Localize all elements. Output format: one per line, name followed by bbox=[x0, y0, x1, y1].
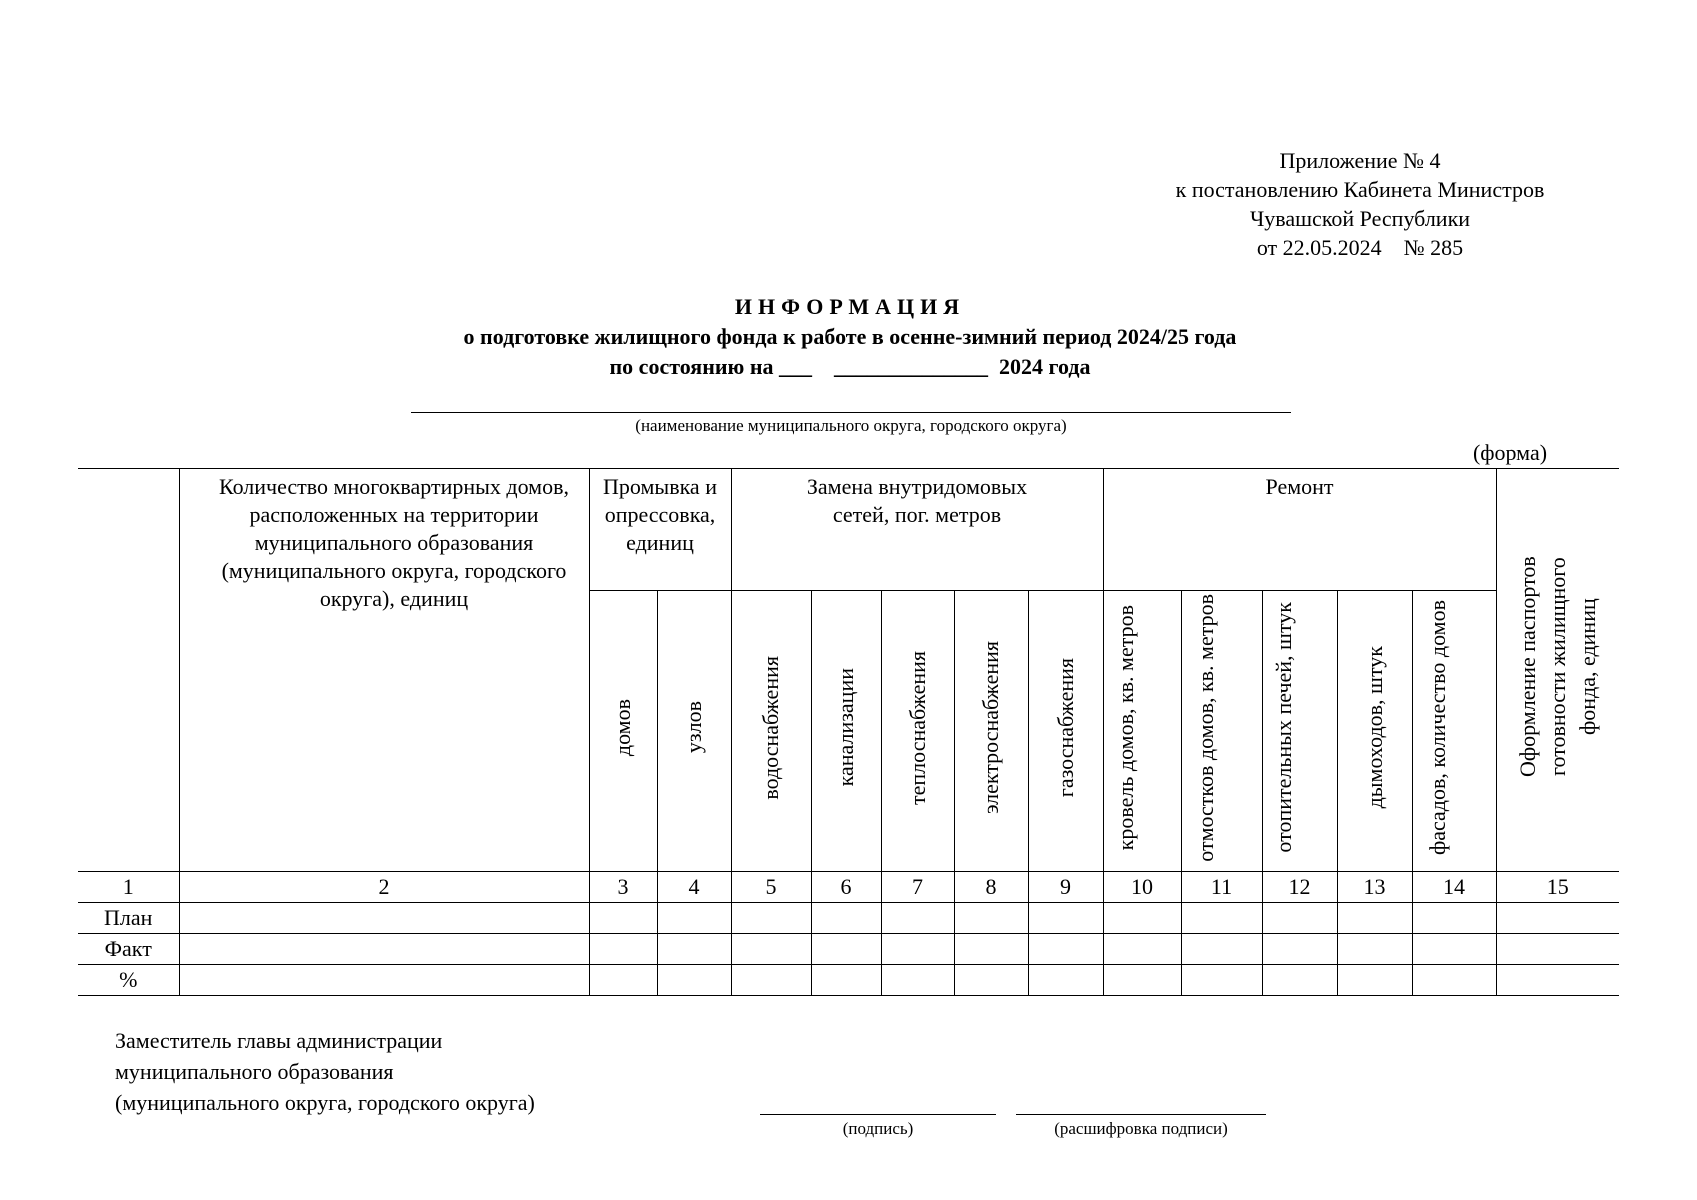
data-cell[interactable] bbox=[1337, 934, 1412, 965]
header-chimneys bbox=[1337, 591, 1412, 872]
data-cell[interactable] bbox=[1181, 934, 1262, 965]
header-apartment-buildings: Количество многоквартирных домов, расположенных на территории муниципального образования (муниципального округа, городского округа), единиц bbox=[179, 469, 589, 872]
header-houses-text: домов bbox=[610, 698, 635, 757]
data-cell[interactable] bbox=[1412, 934, 1496, 965]
data-cell[interactable] bbox=[954, 965, 1028, 996]
data-cell[interactable] bbox=[811, 903, 881, 934]
header-facades bbox=[1412, 591, 1496, 872]
header-passports bbox=[1496, 469, 1619, 872]
column-number: 15 bbox=[1496, 872, 1619, 903]
data-cell[interactable] bbox=[1181, 965, 1262, 996]
column-number: 6 bbox=[811, 872, 881, 903]
header-sewer-text: канализации bbox=[833, 668, 858, 787]
data-cell[interactable] bbox=[657, 903, 731, 934]
signer-line-3: (муниципального округа, городского округа) bbox=[115, 1090, 535, 1115]
column-number: 11 bbox=[1181, 872, 1262, 903]
title-heading: ИНФОРМАЦИЯ bbox=[734, 294, 966, 319]
header-nodes bbox=[657, 591, 731, 872]
row-label-fact: Факт bbox=[78, 934, 179, 965]
header-stoves bbox=[1262, 591, 1337, 872]
signature-decode-line[interactable] bbox=[1016, 1114, 1266, 1115]
column-number: 12 bbox=[1262, 872, 1337, 903]
header-stoves-text: отопительных печей, штук bbox=[1270, 602, 1296, 853]
column-number: 14 bbox=[1412, 872, 1496, 903]
data-cell[interactable] bbox=[179, 934, 589, 965]
data-cell[interactable] bbox=[1262, 934, 1337, 965]
signer-line-2: муниципального образования bbox=[115, 1059, 394, 1084]
header-flushing: Промывка и опрессовка, единиц bbox=[589, 469, 731, 591]
data-cell[interactable] bbox=[589, 903, 657, 934]
data-cell[interactable] bbox=[1103, 965, 1181, 996]
header-blind-areas-text: отмостков домов, кв. метров bbox=[1192, 593, 1218, 862]
signer-position bbox=[115, 1025, 535, 1118]
data-cell[interactable] bbox=[657, 965, 731, 996]
header-blind-areas bbox=[1181, 591, 1262, 872]
municipality-caption: (наименование муниципального округа, городского округа) bbox=[635, 416, 1067, 435]
column-number: 8 bbox=[954, 872, 1028, 903]
data-cell[interactable] bbox=[1028, 965, 1103, 996]
column-number: 5 bbox=[731, 872, 811, 903]
column-number: 3 bbox=[589, 872, 657, 903]
data-cell[interactable] bbox=[179, 903, 589, 934]
appendix-republic: Чувашской Республики bbox=[1249, 206, 1471, 231]
title-date-line: по состоянию на ___ ______________ 2024 года bbox=[609, 354, 1091, 379]
report-table bbox=[78, 468, 1619, 996]
row-label-plan: План bbox=[78, 903, 179, 934]
data-cell[interactable] bbox=[1028, 903, 1103, 934]
column-number: 9 bbox=[1028, 872, 1103, 903]
data-cell[interactable] bbox=[1496, 965, 1619, 996]
header-empty-cell bbox=[78, 469, 179, 872]
header-heat-text: теплоснабжения bbox=[904, 650, 930, 805]
data-cell[interactable] bbox=[954, 934, 1028, 965]
header-water-text: водоснабжения bbox=[758, 655, 783, 800]
column-numbers-row bbox=[78, 872, 1619, 903]
data-cell[interactable] bbox=[1103, 934, 1181, 965]
appendix-reference bbox=[1100, 146, 1620, 262]
data-cell[interactable] bbox=[731, 934, 811, 965]
signature-caption: (подпись) bbox=[842, 1119, 914, 1138]
header-gas-text: газоснабжения bbox=[1052, 657, 1078, 798]
signature-decode-caption: (расшифровка подписи) bbox=[1054, 1119, 1228, 1138]
appendix-decree: к постановлению Кабинета Министров bbox=[1175, 177, 1545, 202]
header-repair: Ремонт bbox=[1103, 469, 1496, 591]
column-number: 1 bbox=[78, 872, 179, 903]
data-cell[interactable] bbox=[811, 965, 881, 996]
header-roofs-text: кровель домов, кв. метров bbox=[1113, 604, 1138, 851]
data-cell[interactable] bbox=[881, 934, 954, 965]
data-cell[interactable] bbox=[589, 965, 657, 996]
data-cell[interactable] bbox=[881, 965, 954, 996]
header-nodes-text: узлов bbox=[681, 701, 706, 754]
header-sewer bbox=[811, 591, 881, 872]
header-facades-text: фасадов, количество домов bbox=[1425, 599, 1451, 855]
municipality-name-line bbox=[411, 412, 1291, 413]
data-cell[interactable] bbox=[179, 965, 589, 996]
header-gas bbox=[1028, 591, 1103, 872]
appendix-date: от 22.05.2024 № 285 bbox=[1256, 235, 1464, 260]
data-cell[interactable] bbox=[1412, 903, 1496, 934]
appendix-number: Приложение № 4 bbox=[1279, 148, 1441, 173]
data-cell[interactable] bbox=[731, 965, 811, 996]
header-heat bbox=[881, 591, 954, 872]
data-cell[interactable] bbox=[1496, 934, 1619, 965]
data-cell[interactable] bbox=[657, 934, 731, 965]
header-roofs bbox=[1103, 591, 1181, 872]
data-cell[interactable] bbox=[589, 934, 657, 965]
header-passports-text: Оформление паспортов готовности жилищного фонда, единиц bbox=[1514, 556, 1600, 777]
column-number: 7 bbox=[881, 872, 954, 903]
row-label-percent: % bbox=[78, 965, 179, 996]
data-cell[interactable] bbox=[1181, 903, 1262, 934]
title-subtitle: о подготовке жилищного фонда к работе в осенне-зимний период 2024/25 года bbox=[463, 324, 1237, 349]
data-cell[interactable] bbox=[954, 903, 1028, 934]
column-number: 10 bbox=[1103, 872, 1181, 903]
column-number: 2 bbox=[179, 872, 589, 903]
column-number: 4 bbox=[657, 872, 731, 903]
header-water bbox=[731, 591, 811, 872]
signature-line[interactable] bbox=[760, 1114, 996, 1115]
data-cell[interactable] bbox=[1262, 903, 1337, 934]
header-power-text: электроснабжения bbox=[978, 641, 1003, 814]
data-cell[interactable] bbox=[731, 903, 811, 934]
header-power bbox=[954, 591, 1028, 872]
data-cell[interactable] bbox=[881, 903, 954, 934]
header-houses bbox=[589, 591, 657, 872]
data-cell[interactable] bbox=[1103, 903, 1181, 934]
table-row-fact bbox=[78, 934, 1619, 965]
data-cell[interactable] bbox=[1028, 934, 1103, 965]
data-cell[interactable] bbox=[1337, 965, 1412, 996]
table-row-plan bbox=[78, 903, 1619, 934]
form-label: (форма) bbox=[1472, 440, 1548, 465]
data-cell[interactable] bbox=[811, 934, 881, 965]
data-cell[interactable] bbox=[1337, 903, 1412, 934]
data-cell[interactable] bbox=[1412, 965, 1496, 996]
document-title bbox=[300, 292, 1400, 382]
data-cell[interactable] bbox=[1496, 903, 1619, 934]
header-network-replacement: Замена внутридомовых сетей, пог. метров bbox=[731, 469, 1103, 591]
data-cell[interactable] bbox=[1262, 965, 1337, 996]
header-chimneys-text: дымоходов, штук bbox=[1361, 646, 1387, 809]
signer-line-1: Заместитель главы администрации bbox=[115, 1028, 443, 1053]
column-number: 13 bbox=[1337, 872, 1412, 903]
table-row-percent bbox=[78, 965, 1619, 996]
